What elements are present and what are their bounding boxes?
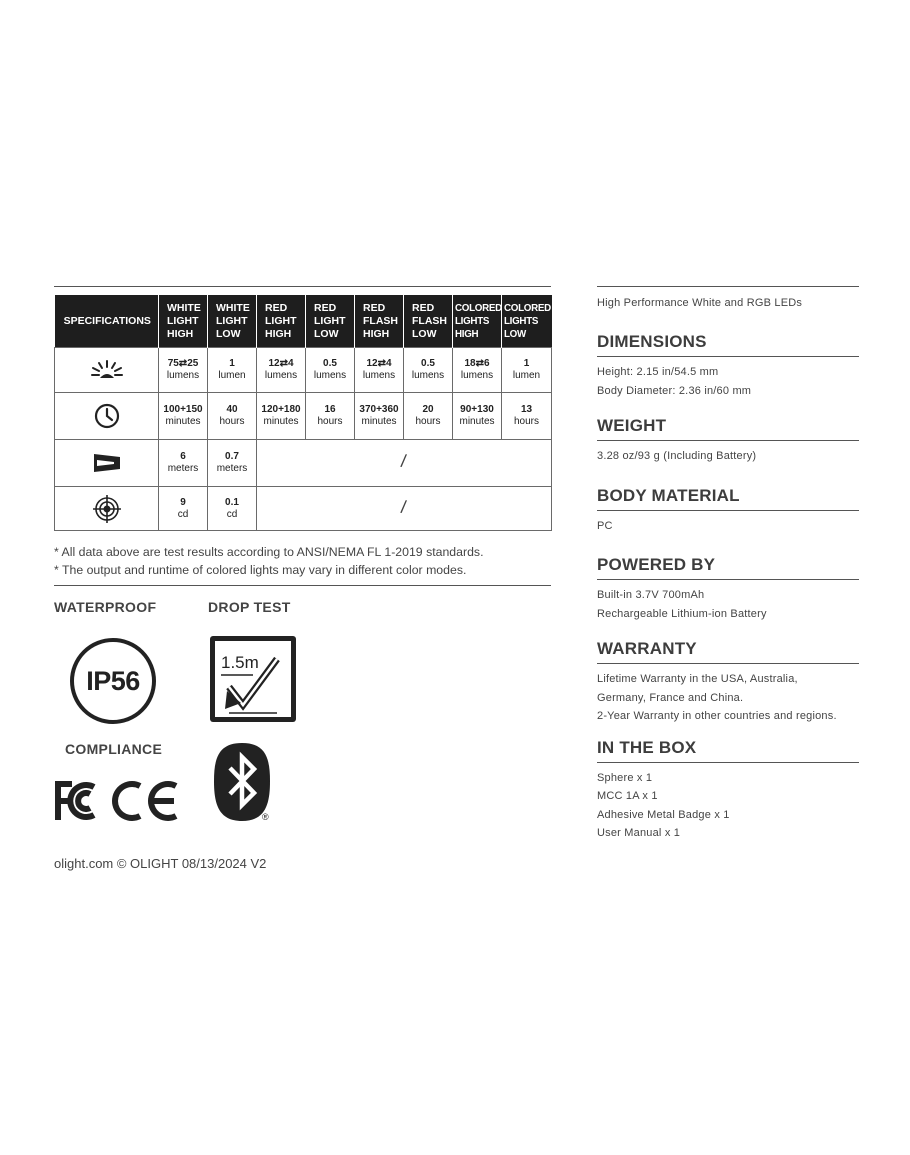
section-title: WEIGHT [597, 416, 667, 435]
registered-mark: ® [262, 812, 269, 822]
target-icon [55, 487, 159, 531]
divider [54, 585, 551, 586]
section-line: Body Diameter: 2.36 in/60 mm [597, 384, 752, 397]
output-row [55, 348, 552, 393]
divider [597, 579, 859, 580]
beam-distance-icon [55, 440, 159, 487]
section-title: DIMENSIONS [597, 332, 707, 351]
dimensions-section [597, 332, 859, 400]
mode-header: RED LIGHT HIGH [257, 295, 306, 348]
distance-row [55, 440, 552, 487]
output-cell: 0.5 lumens [404, 348, 453, 393]
product-info-panel [597, 286, 859, 843]
specifications-panel [54, 286, 551, 586]
mode-header: COLORED LIGHTS HIGH [453, 295, 502, 348]
intensity-row [55, 487, 552, 531]
section-title: BODY MATERIAL [597, 485, 740, 505]
output-cell: 1 lumen [502, 348, 552, 393]
mode-header: WHITE LIGHT LOW [208, 295, 257, 348]
table-header-row [55, 295, 552, 348]
section-line: Rechargeable Lithium-ion Battery [597, 607, 767, 620]
brightness-icon [55, 348, 159, 393]
body-material-section [597, 486, 859, 536]
distance-cell: 0.7 meters [208, 440, 257, 487]
section-title: WARRANTY [597, 639, 697, 658]
runtime-cell: 100+150 minutes [159, 393, 208, 440]
section-line: Built-in 3.7V 700mAh [597, 589, 705, 601]
output-cell: 0.5 lumens [306, 348, 355, 393]
runtime-cell: 20 hours [404, 393, 453, 440]
intensity-cell: 0.1 cd [208, 487, 257, 531]
clock-icon [55, 393, 159, 440]
runtime-cell: 40 hours [208, 393, 257, 440]
output-cell: 1 lumen [208, 348, 257, 393]
mode-header: RED FLASH LOW [404, 295, 453, 348]
mode-header: RED LIGHT LOW [306, 295, 355, 348]
section-line: PC [597, 519, 613, 532]
mode-header: RED FLASH HIGH [355, 295, 404, 348]
section-title: IN THE BOX [597, 737, 697, 757]
spec-notes [54, 543, 551, 579]
section-line: Sphere x 1 [597, 771, 653, 784]
section-line: Adhesive Metal Badge x 1 [597, 808, 730, 821]
section-title: POWERED BY [597, 555, 716, 574]
runtime-cell: 120+180 minutes [257, 393, 306, 440]
runtime-cell: 90+130 minutes [453, 393, 502, 440]
note-colored-lights: * The output and runtime of colored lights may vary in different color modes. [54, 563, 467, 577]
output-cell: 12⇄4 lumens [257, 348, 306, 393]
section-line: MCC 1A x 1 [597, 790, 658, 802]
divider [597, 510, 859, 511]
not-applicable-cell: / [257, 440, 552, 487]
in-the-box-section [597, 738, 859, 843]
mode-header: COLORED LIGHTS LOW [502, 295, 552, 348]
section-line: Height: 2.15 in/54.5 mm [597, 366, 719, 378]
specifications-table [54, 295, 552, 531]
waterproof-title: WATERPROOF [54, 599, 157, 615]
intensity-cell: 9 cd [159, 487, 208, 531]
section-line: User Manual x 1 [597, 827, 681, 839]
drop-test-title: DROP TEST [208, 599, 291, 615]
runtime-cell: 16 hours [306, 393, 355, 440]
divider [597, 762, 859, 763]
section-line: Germany, France and China. [597, 691, 744, 704]
divider [54, 286, 551, 287]
runtime-row [55, 393, 552, 440]
intro-text: High Performance White and RGB LEDs [597, 297, 803, 309]
fcc-mark [54, 778, 184, 824]
note-ansi: * All data above are test results according to ANSI/NEMA FL 1-2019 standards. [54, 545, 484, 559]
footer-copyright: olight.com © OLIGHT 08/13/2024 V2 [54, 856, 267, 871]
divider [597, 356, 859, 357]
specifications-header: SPECIFICATIONS [55, 295, 159, 348]
powered-by-section [597, 555, 859, 623]
warranty-section [597, 639, 859, 726]
drop-height-label: 1.5m [221, 653, 259, 672]
divider [597, 663, 859, 664]
divider [597, 286, 859, 287]
drop-test-badge [210, 636, 296, 722]
divider [597, 440, 859, 441]
section-line: Lifetime Warranty in the USA, Australia, [597, 673, 798, 685]
runtime-cell: 13 hours [502, 393, 552, 440]
output-cell: 12⇄4 lumens [355, 348, 404, 393]
not-applicable-cell: / [257, 487, 552, 531]
mode-header: WHITE LIGHT HIGH [159, 295, 208, 348]
runtime-cell: 370+360 minutes [355, 393, 404, 440]
compliance-title: COMPLIANCE [65, 741, 163, 757]
weight-section [597, 416, 859, 466]
drop-arrow-icon [215, 641, 291, 717]
output-cell: 75⇄25 lumens [159, 348, 208, 393]
ip56-label: IP56 [86, 665, 140, 696]
ip56-badge [70, 638, 156, 724]
output-cell: 18⇄6 lumens [453, 348, 502, 393]
distance-cell: 6 meters [159, 440, 208, 487]
section-line: 3.28 oz/93 g (Including Battery) [597, 450, 757, 462]
section-line: 2-Year Warranty in other countries and regions. [597, 710, 837, 722]
